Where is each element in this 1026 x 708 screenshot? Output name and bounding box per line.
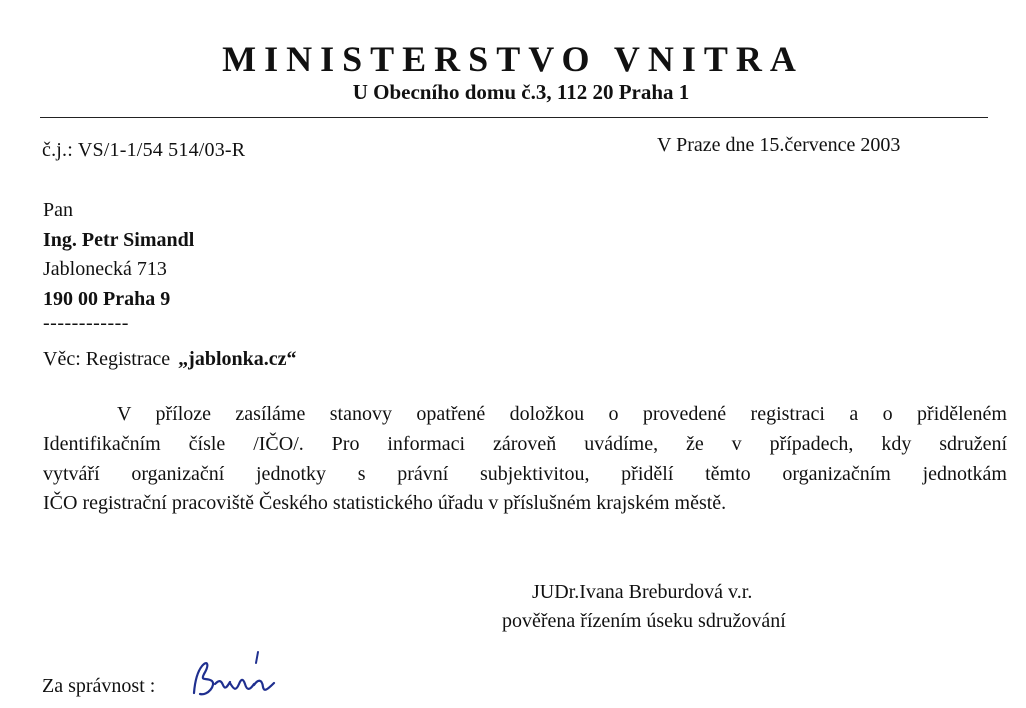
- address-separator: ------------: [43, 312, 129, 334]
- recipient-salutation: Pan: [43, 199, 73, 221]
- signatory-role: pověřena řízením úseku sdružování: [502, 610, 786, 632]
- letter-date: V Praze dne 15.července 2003: [657, 134, 901, 156]
- handwritten-signature: [190, 646, 280, 706]
- ministry-address: U Obecního domu č.3, 112 20 Praha 1: [352, 80, 690, 104]
- ministry-title: MINISTERSTVO VNITRA: [222, 39, 804, 79]
- recipient-street: Jablonecká 713: [43, 258, 167, 280]
- reference-number: č.j.: VS/1-1/54 514/03-R: [42, 139, 246, 161]
- header-divider: [40, 117, 988, 118]
- body-line: V příloze zasíláme stanovy opatřené doložkou o provedené registraci a o přiděleném: [117, 403, 1007, 425]
- signatory-name: JUDr.Ivana Breburdová v.r.: [532, 581, 753, 603]
- subject-label: Věc: Registrace: [43, 348, 171, 370]
- recipient-city: 190 00 Praha 9: [43, 288, 171, 310]
- body-line: Identifikačním čísle /IČO/. Pro informaci zároveň uvádíme, že v případech, kdy sdružení: [43, 433, 1007, 455]
- body-line: vytváří organizační jednotky s právní subjektivitou, přidělí těmto organizačním jednotkám: [43, 463, 1007, 485]
- subject-value: „jablonka.cz“: [178, 348, 297, 370]
- subject-line: [43, 349, 297, 369]
- recipient-name: Ing. Petr Simandl: [43, 229, 195, 251]
- correctness-label: Za správnost :: [42, 675, 156, 697]
- body-line: IČO registrační pracoviště Českého statistického úřadu v příslušném krajském městě.: [43, 492, 727, 514]
